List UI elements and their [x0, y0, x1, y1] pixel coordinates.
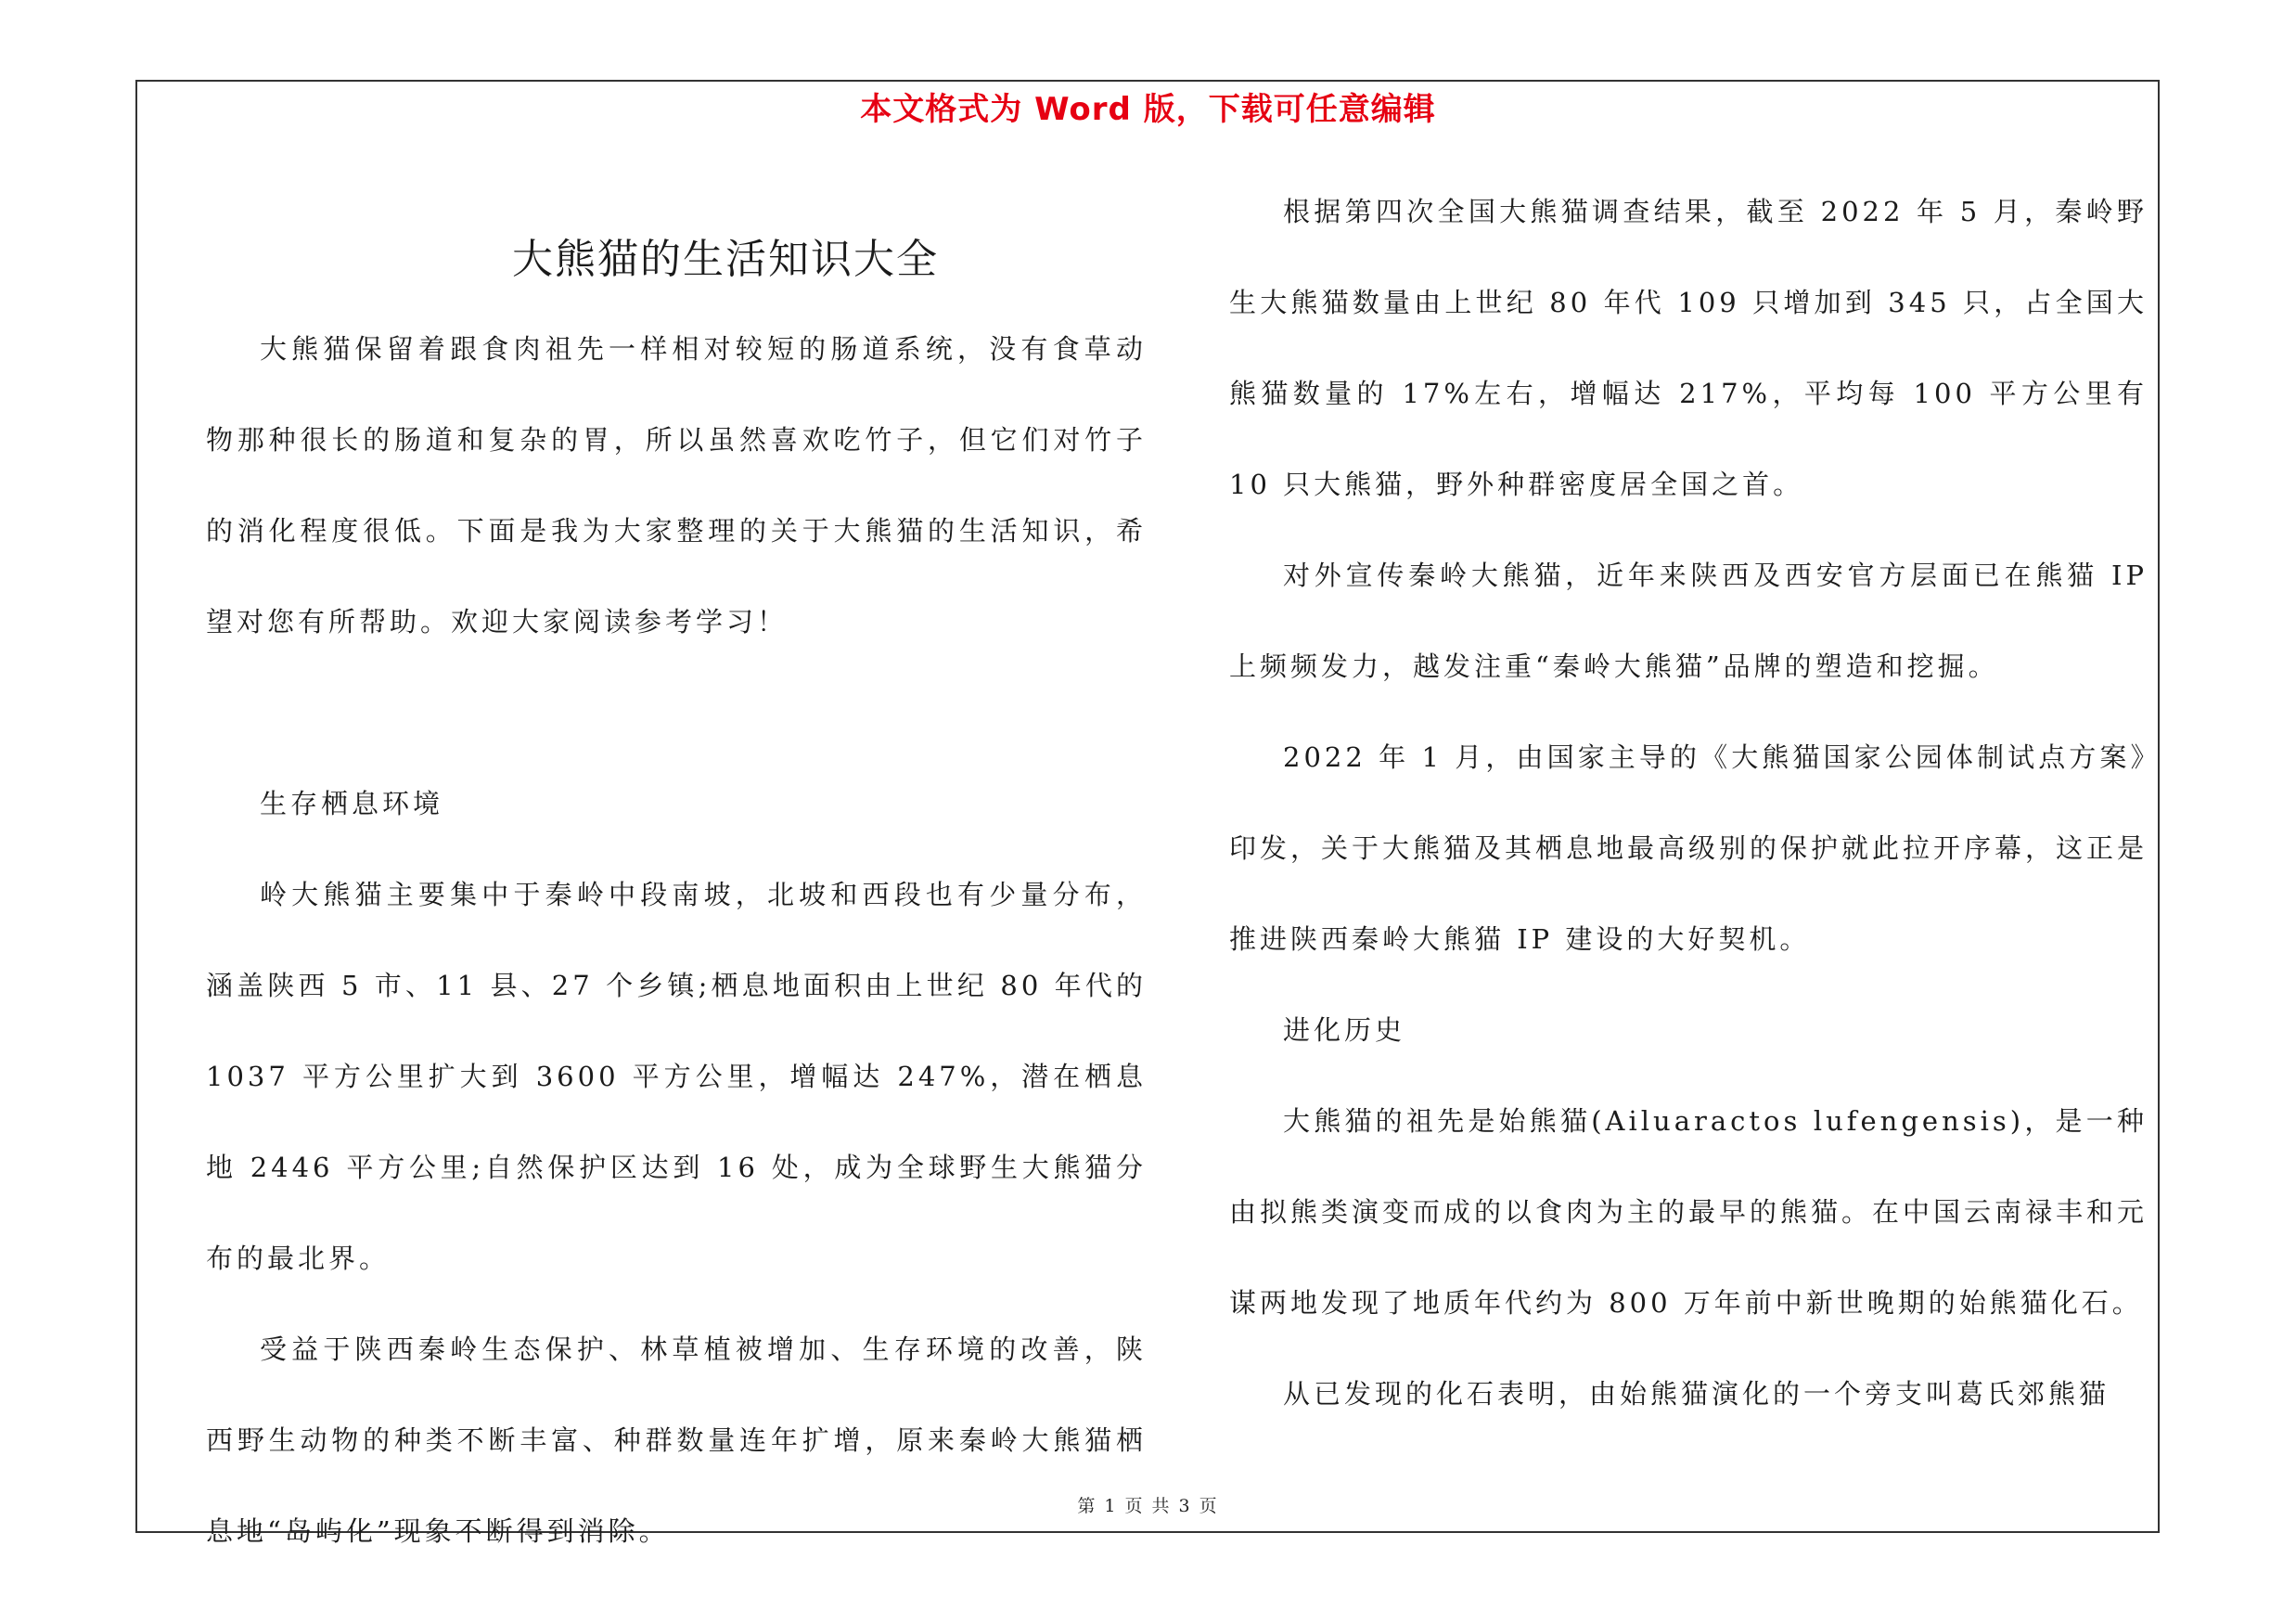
section-heading-habitat: 生存栖息环境 — [260, 788, 444, 819]
promotion-paragraph: 对外宣传秦岭大熊猫，近年来陕西及西安官方层面已在熊猫 IP 上频频发力，越发注重“秦岭大熊猫”品牌的塑造和挖掘。 — [1229, 560, 2148, 682]
ancestor-paragraph: 大熊猫的祖先是始熊猫(Ailuaractos lufengensis)，是一种由拟熊类演变而成的以食肉为主的最早的熊猫。在中国云南禄丰和元谋两地发现了地质年代约为 800 万年前中新世晚期的始熊猫化石。 — [1229, 1105, 2148, 1319]
right-column — [1229, 166, 2148, 1439]
national-park-paragraph: 2022 年 1 月，由国家主导的《大熊猫国家公园体制试点方案》印发，关于大熊猫及其栖息地最高级别的保护就此拉开序幕，这正是推进陕西秦岭大熊猫 IP 建设的大好契机。 — [1229, 741, 2148, 955]
habitat-paragraph-2: 受益于陕西秦岭生态保护、林草植被增加、生存环境的改善，陕西野生动物的种类不断丰富、种群数量连年扩增，原来秦岭大熊猫栖息地“岛屿化”现象不断得到消除。 — [206, 1333, 1147, 1547]
habitat-paragraph-1: 岭大熊猫主要集中于秦岭中段南坡，北坡和西段也有少量分布，涵盖陕西 5 市、11 县、27 个乡镇;栖息地面积由上世纪 80 年代的 1037 平方公里扩大到 3600 平方公里，增幅达 247%，潜在栖息地 2446 平方公里;自然保护区达到 16 处，成为全球野生大熊猫分布的最北界。 — [206, 879, 1147, 1274]
document-title: 大熊猫的生活知识大全 — [512, 236, 939, 284]
blank-line — [206, 667, 1147, 758]
edit-notice-banner: 本文格式为 Word 版，下载可任意编辑 — [860, 91, 1436, 128]
fossil-paragraph: 从已发现的化石表明，由始熊猫演化的一个旁支叫葛氏郊熊猫 — [1283, 1378, 2110, 1410]
survey-paragraph: 根据第四次全国大熊猫调查结果，截至 2022 年 5 月，秦岭野生大熊猫数量由上世纪 80 年代 109 只增加到 345 只，占全国大熊猫数量的 17%左右，增幅达 217%，平均每 100 平方公里有 10 只大熊猫，野外种群密度居全国之首。 — [1229, 196, 2148, 500]
left-column — [206, 303, 1147, 1577]
section-heading-evolution: 进化历史 — [1283, 1014, 1406, 1046]
intro-paragraph: 大熊猫保留着跟食肉祖先一样相对较短的肠道系统，没有食草动物那种很长的肠道和复杂的胃，所以虽然喜欢吃竹子，但它们对竹子的消化程度很低。下面是我为大家整理的关于大熊猫的生活知识，希望对您有所帮助。欢迎大家阅读参考学习！ — [206, 333, 1147, 638]
page-number: 第 1 页 共 3 页 — [1077, 1496, 1219, 1516]
